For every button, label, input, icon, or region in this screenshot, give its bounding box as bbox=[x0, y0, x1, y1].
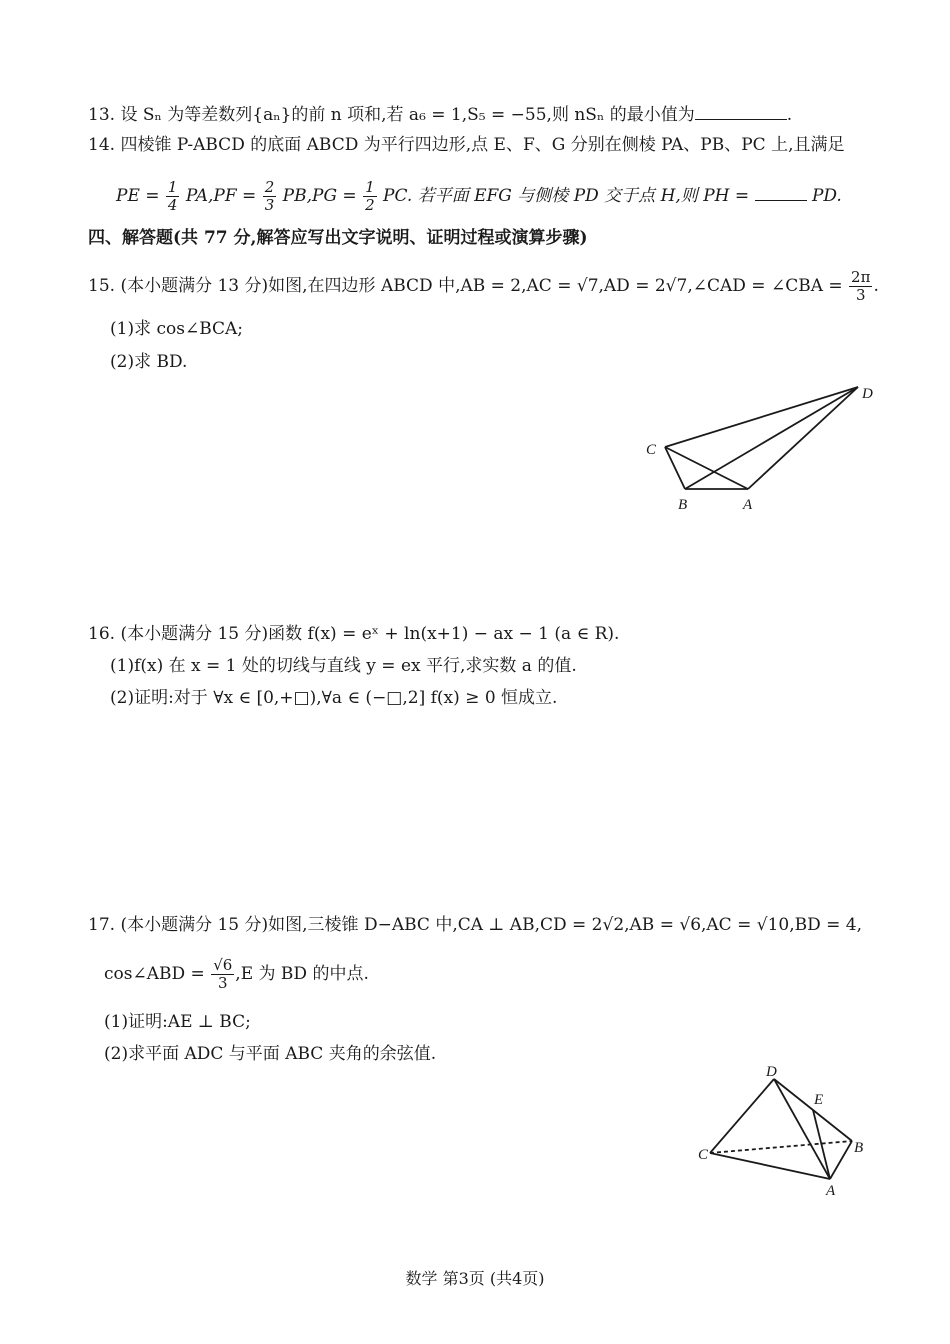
edge-ca bbox=[710, 1153, 830, 1179]
frac-den: 3 bbox=[217, 974, 228, 992]
q17-figure bbox=[690, 1065, 880, 1200]
label-a: A bbox=[743, 497, 753, 513]
edge-ad bbox=[748, 387, 858, 489]
q16-part2: (2)证明:对于 ∀x ∈ [0,+□),∀a ∈ (−□,2] f(x) ≥ 0 恒成立. bbox=[110, 688, 558, 708]
q14-pa: PA,PF = bbox=[185, 186, 257, 206]
q15-figure bbox=[630, 375, 890, 520]
edge-ab bbox=[830, 1141, 852, 1179]
q15-line1 bbox=[88, 266, 879, 306]
q17-part1: (1)证明:AE ⊥ BC; bbox=[104, 1012, 251, 1032]
frac-den: 3 bbox=[855, 286, 866, 304]
label-b: B bbox=[678, 497, 688, 513]
label-c: C bbox=[698, 1147, 709, 1163]
q15-frac bbox=[849, 269, 872, 304]
label-d: D bbox=[766, 1065, 777, 1080]
label-b: B bbox=[854, 1140, 864, 1156]
section-heading: 四、解答题(共 77 分,解答应写出文字说明、证明过程或演算步骤) bbox=[88, 228, 588, 248]
edge-cd bbox=[665, 387, 858, 447]
q14-line2 bbox=[116, 176, 842, 216]
q16-part1: (1)f(x) 在 x = 1 处的切线与直线 y = ex 平行,求实数 a 的值. bbox=[110, 656, 577, 676]
frac-den: 4 bbox=[167, 196, 178, 214]
frac-den: 3 bbox=[264, 196, 275, 214]
q17-text: ,E 为 BD 的中点. bbox=[235, 964, 369, 984]
page-footer: 数学 第3页 (共4页) bbox=[405, 1269, 545, 1288]
q14-pb: PB,PG = bbox=[282, 186, 357, 206]
q14-line1: 14. 四棱锥 P-ABCD 的底面 ABCD 为平行四边形,点 E、F、G 分别在侧棱 PA、PB、PC 上,且满足 bbox=[88, 135, 845, 155]
frac-num: 1 bbox=[167, 178, 178, 196]
q14-answer-blank[interactable] bbox=[755, 182, 807, 201]
edge-cb bbox=[665, 447, 685, 489]
frac-den: 2 bbox=[365, 196, 375, 214]
q14-pe: PE = bbox=[116, 186, 160, 206]
q13-line bbox=[88, 101, 792, 127]
q17-line1: 17. (本小题满分 15 分)如图,三棱锥 D−ABC 中,CA ⊥ AB,CD = 2√2,AB = √6,AC = √10,BD = 4, bbox=[88, 915, 863, 935]
q15-part2: (2)求 BD. bbox=[110, 352, 188, 372]
q14-frac-3 bbox=[363, 179, 377, 214]
q13-answer-blank[interactable] bbox=[695, 101, 787, 120]
q17-part2: (2)求平面 ADC 与平面 ABC 夹角的余弦值. bbox=[104, 1044, 437, 1064]
label-a: A bbox=[826, 1183, 836, 1199]
frac-num: 1 bbox=[365, 178, 375, 196]
q17-cos-label: cos∠ABD = bbox=[104, 964, 205, 984]
q17-frac bbox=[211, 957, 234, 992]
q13-period: . bbox=[786, 105, 793, 125]
edge-cb-hidden bbox=[710, 1141, 852, 1153]
q13-text: 13. 设 Sₙ 为等差数列{aₙ}的前 n 项和,若 a₆ = 1,S₅ = −55,则 nSₙ 的最小值为 bbox=[88, 105, 695, 125]
label-d: D bbox=[862, 386, 873, 402]
edge-ca bbox=[665, 447, 748, 489]
frac-num: 2π bbox=[851, 268, 871, 286]
q16-line1: 16. (本小题满分 15 分)函数 f(x) = eˣ + ln(x+1) − ax − 1 (a ∈ R). bbox=[88, 624, 620, 644]
frac-num: 2 bbox=[264, 178, 275, 196]
q15-part1: (1)求 cos∠BCA; bbox=[110, 319, 244, 339]
q15-text: 15. (本小题满分 13 分)如图,在四边形 ABCD 中,AB = 2,AC = √7,AD = 2√7,∠CAD = ∠CBA = bbox=[88, 276, 843, 296]
label-e: E bbox=[814, 1092, 824, 1108]
label-c: C bbox=[646, 442, 657, 458]
edge-cd bbox=[710, 1079, 774, 1153]
q14-frac-1 bbox=[166, 179, 180, 214]
q17-line2 bbox=[104, 952, 369, 996]
frac-num: √6 bbox=[213, 956, 233, 974]
edge-bd bbox=[685, 387, 858, 489]
q14-end: PD. bbox=[811, 186, 842, 206]
q15-period: . bbox=[873, 276, 879, 296]
q14-pc: PC. 若平面 EFG 与侧棱 PD 交于点 H,则 PH = bbox=[383, 186, 750, 206]
q14-frac-2 bbox=[263, 179, 277, 214]
